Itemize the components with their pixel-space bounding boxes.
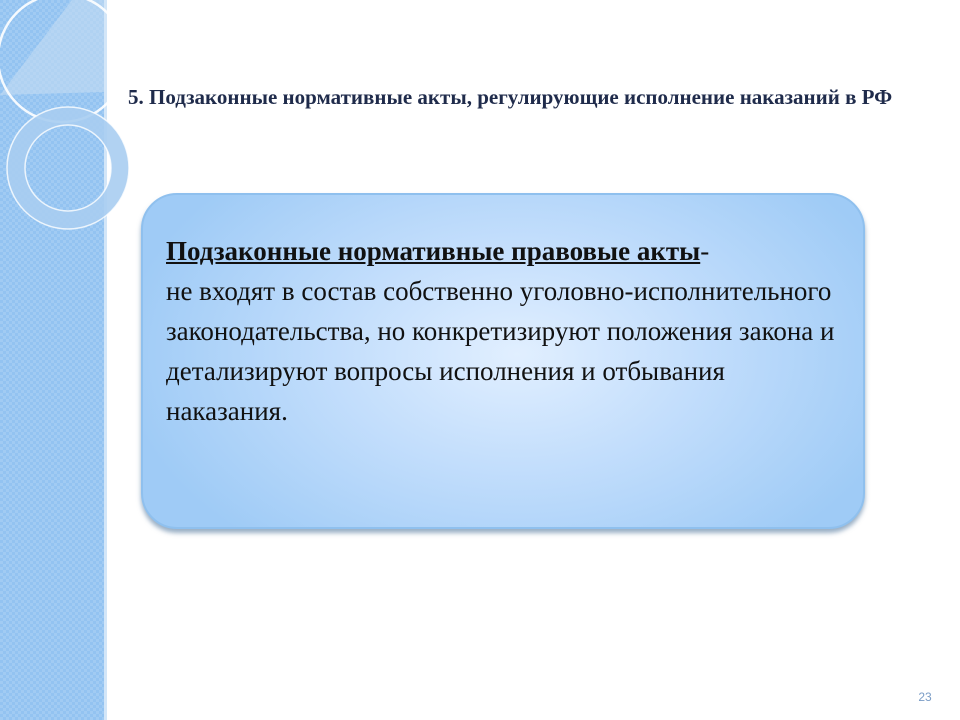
defined-term: Подзаконные нормативные правовые акты: [166, 236, 701, 266]
term-dash: -: [700, 236, 710, 266]
page-number: 23: [918, 690, 932, 704]
slide-title: 5. Подзаконные нормативные акты, регулирующие исполнение наказаний в РФ: [128, 85, 893, 109]
decorative-rings: [0, 0, 140, 240]
decorative-thick-ring: [16, 116, 120, 220]
definition-body: не входят в состав собственно уголовно-исполнительного законодательства, но конкретизируют положения закона и детализируют вопросы исполнения и отбывания наказания.: [166, 276, 835, 426]
definition-text: [166, 231, 846, 431]
decorative-inner-ring: [25, 125, 111, 211]
